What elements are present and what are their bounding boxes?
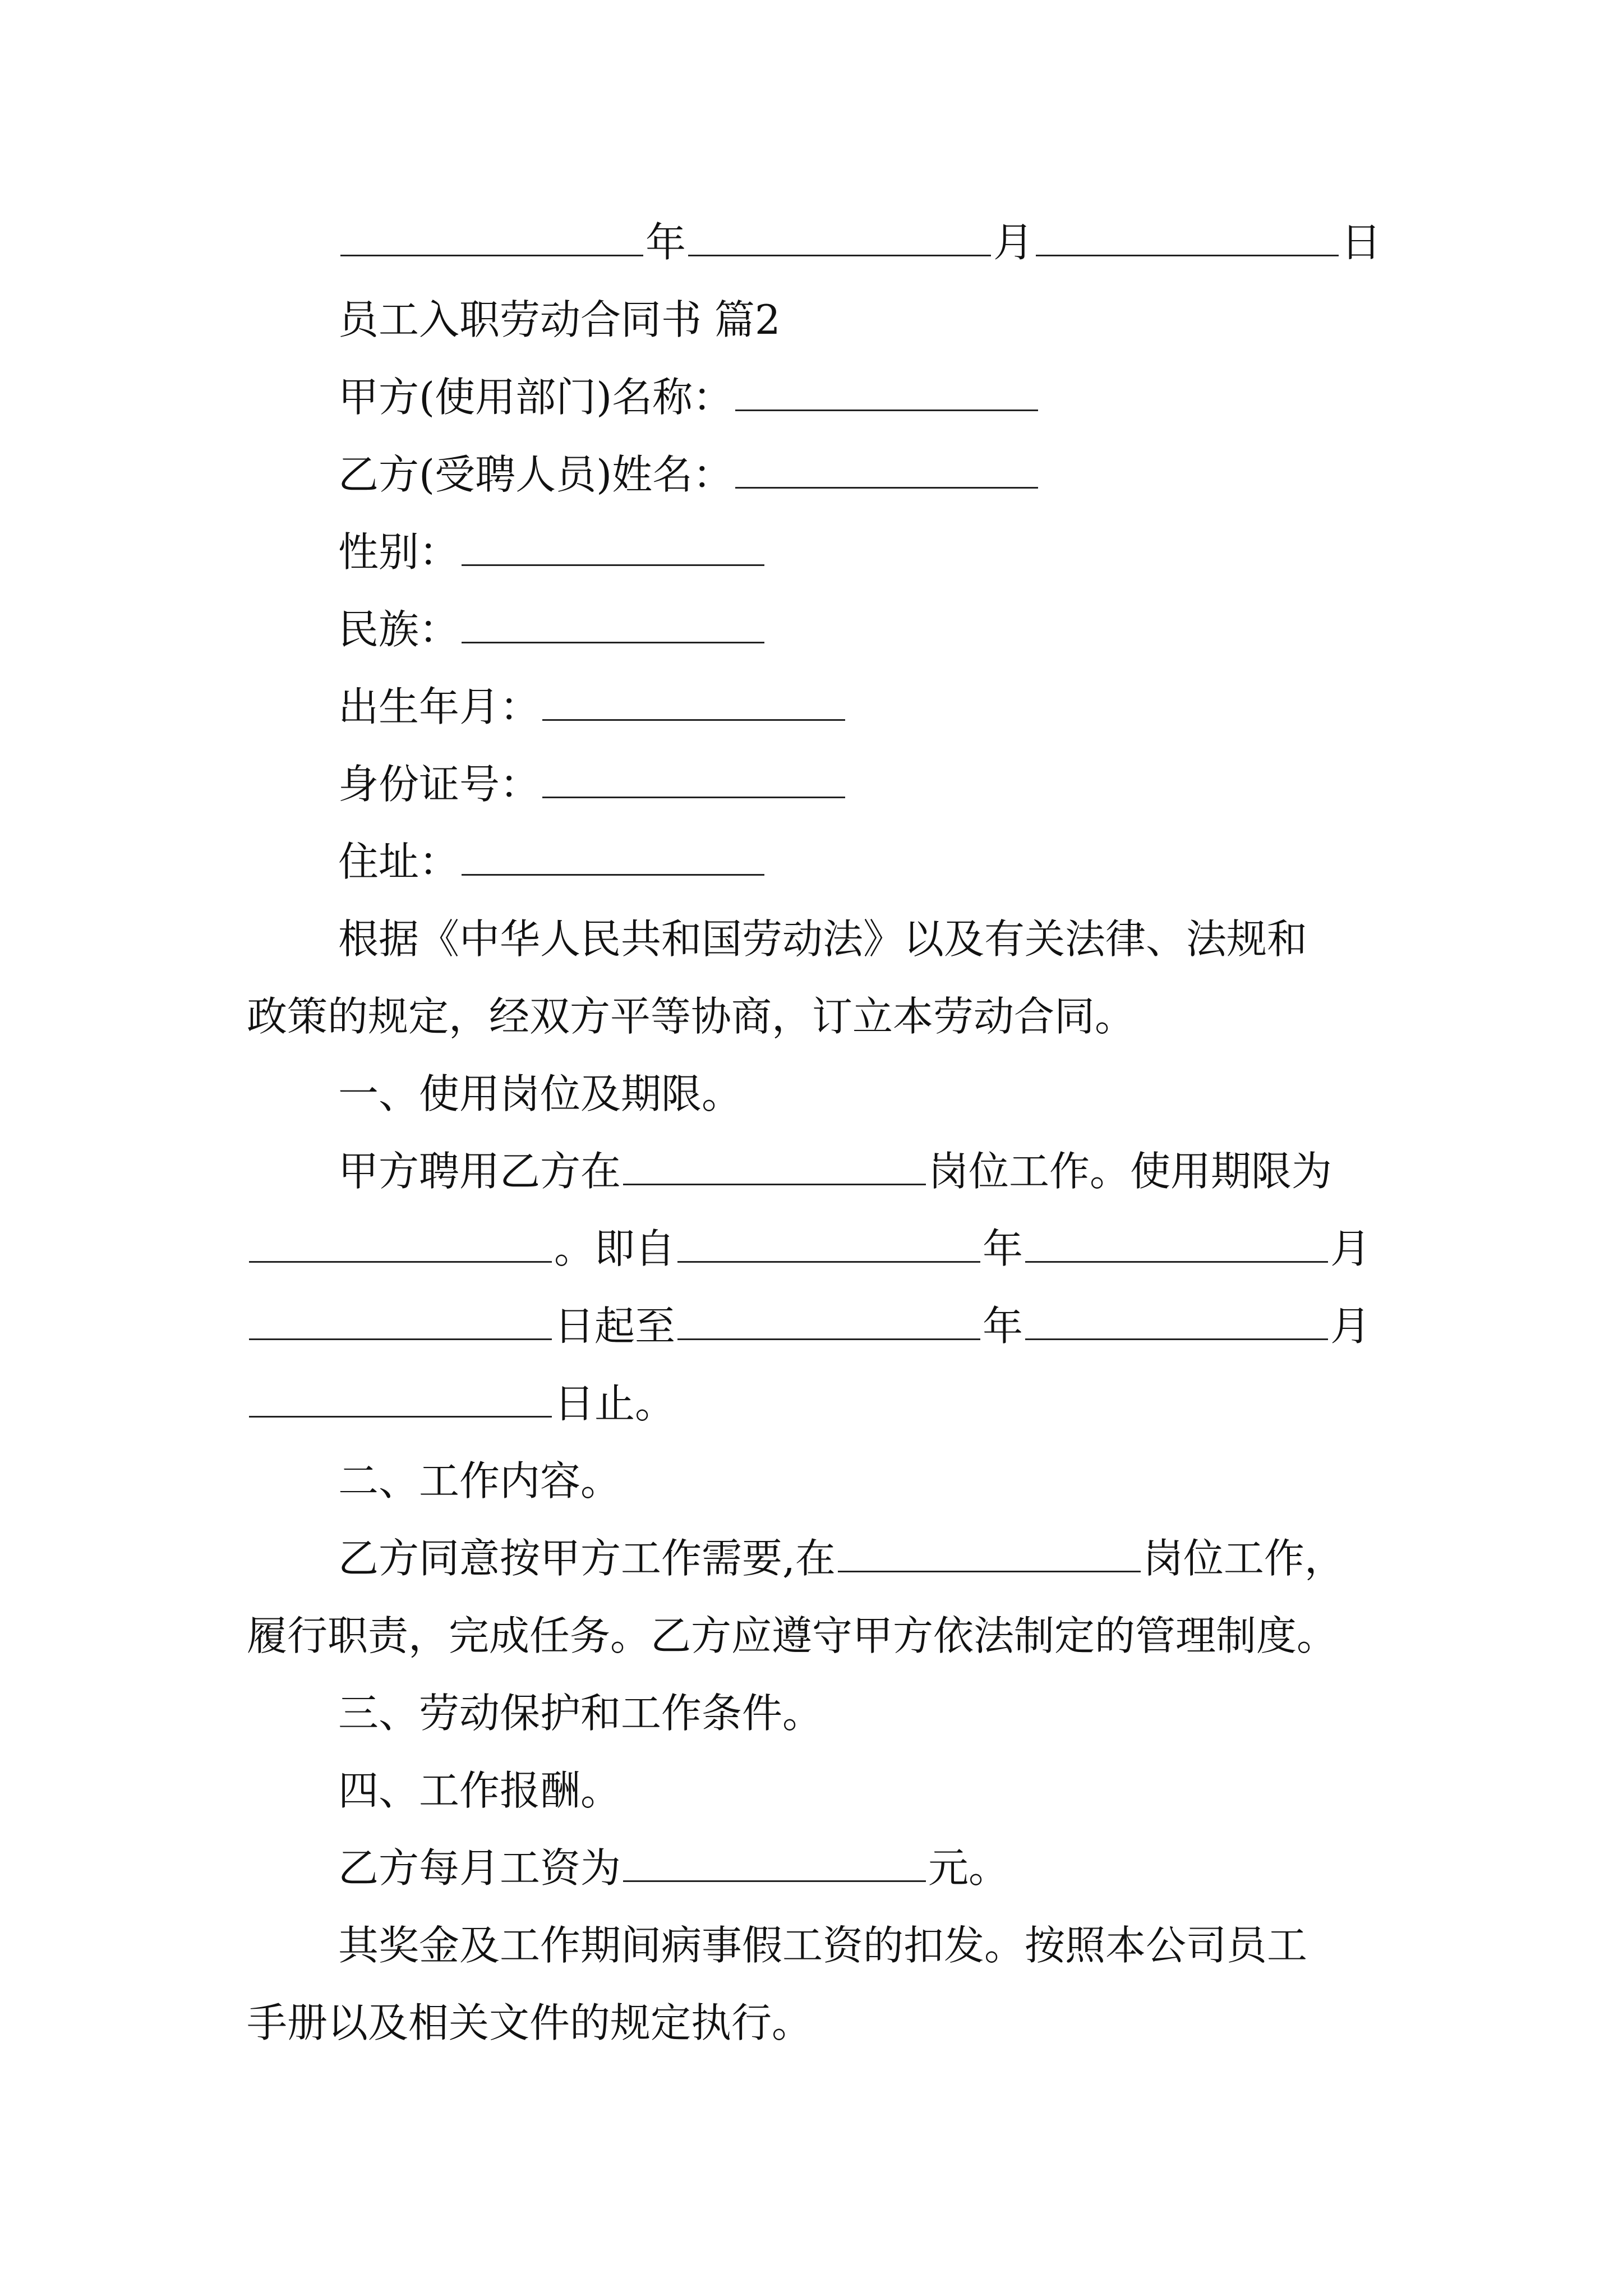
work-position-blank[interactable] <box>838 1525 1141 1572</box>
text: 日起至 <box>554 1303 676 1350</box>
day-label: 日 <box>1341 219 1382 266</box>
field-label: 性别： <box>338 528 460 576</box>
text: 日止。 <box>554 1380 676 1427</box>
section-1-heading <box>247 1060 1380 1128</box>
year-blank[interactable] <box>340 209 643 256</box>
field-ethnicity <box>247 596 1380 663</box>
section-2-line-2 <box>247 1602 1380 1669</box>
section-2-heading <box>247 1447 1380 1515</box>
id-number-blank[interactable] <box>542 751 845 798</box>
heading-text: 四、工作报酬。 <box>338 1767 621 1814</box>
intro-line-1 <box>247 905 1380 973</box>
text: 乙方每月工资为 <box>338 1844 621 1892</box>
text: 其奖金及工作期间病事假工资的扣发。按照本公司员工 <box>338 1922 1308 1969</box>
year-label: 年 <box>645 219 686 266</box>
heading-text: 三、劳动保护和工作条件。 <box>338 1690 823 1737</box>
field-gender <box>247 518 1380 586</box>
bonus-line-1 <box>247 1912 1380 1979</box>
field-label: 甲方(使用部门)名称： <box>338 374 734 421</box>
birth-date-blank[interactable] <box>542 673 845 721</box>
end-month-blank[interactable] <box>1025 1292 1328 1340</box>
heading-text: 二、工作内容。 <box>338 1457 621 1504</box>
text: 元。 <box>928 1844 1009 1892</box>
text: 乙方同意按甲方工作需要,在 <box>338 1535 836 1582</box>
text: 岗位工作。使用期限为 <box>928 1148 1332 1195</box>
section-1-line-2 <box>247 1215 1380 1282</box>
start-day-blank[interactable] <box>249 1292 552 1340</box>
ethnicity-blank[interactable] <box>462 596 764 643</box>
text: 甲方聘用乙方在 <box>338 1148 621 1195</box>
field-label: 出生年月： <box>338 683 541 730</box>
month-label: 月 <box>993 219 1034 266</box>
intro-line-2 <box>247 983 1380 1050</box>
section-4-heading <box>247 1757 1380 1824</box>
term-blank[interactable] <box>249 1215 552 1263</box>
text: 年 <box>983 1303 1023 1350</box>
section-1-line-3 <box>247 1292 1380 1360</box>
start-year-blank[interactable] <box>677 1215 980 1263</box>
salary-line <box>247 1834 1380 1902</box>
title-text: 员工入职劳动合同书 篇2 <box>338 296 781 343</box>
field-label: 乙方(受聘人员)姓名： <box>338 451 734 498</box>
end-year-blank[interactable] <box>677 1292 980 1340</box>
heading-text: 一、使用岗位及期限。 <box>338 1070 743 1117</box>
gender-blank[interactable] <box>462 518 764 566</box>
field-id-number <box>247 751 1380 818</box>
text: 月 <box>1330 1303 1371 1350</box>
section-2-line-1 <box>247 1525 1380 1592</box>
field-party-b-name <box>247 441 1380 508</box>
position-blank[interactable] <box>623 1138 926 1185</box>
party-a-name-blank[interactable] <box>735 364 1038 411</box>
text: 。即自 <box>554 1225 676 1272</box>
field-address <box>247 828 1380 895</box>
end-day-blank[interactable] <box>249 1370 552 1418</box>
start-month-blank[interactable] <box>1025 1215 1328 1263</box>
document-title <box>247 286 1380 353</box>
address-blank[interactable] <box>462 828 764 876</box>
section-1-line-4 <box>247 1370 1380 1437</box>
section-1-line-1 <box>247 1138 1380 1205</box>
date-line <box>247 209 1380 276</box>
field-party-a-name <box>247 364 1380 431</box>
salary-blank[interactable] <box>623 1834 926 1882</box>
text: 月 <box>1330 1225 1371 1272</box>
text: 岗位工作， <box>1142 1535 1345 1582</box>
intro-text-2: 政策的规定，经双方平等协商，订立本劳动合同。 <box>247 993 1136 1040</box>
day-blank[interactable] <box>1036 209 1339 256</box>
field-label: 住址： <box>338 838 460 885</box>
bonus-line-2 <box>247 1989 1380 2056</box>
party-b-name-blank[interactable] <box>735 441 1038 489</box>
intro-text-1: 根据《中华人民共和国劳动法》以及有关法律、法规和 <box>338 915 1308 963</box>
text: 履行职责，完成任务。乙方应遵守甲方依法制定的管理制度。 <box>247 1612 1338 1659</box>
field-label: 民族： <box>338 606 460 653</box>
field-birth-date <box>247 673 1380 740</box>
field-label: 身份证号： <box>338 761 541 808</box>
section-3-heading <box>247 1680 1380 1747</box>
text: 年 <box>983 1225 1023 1272</box>
text: 手册以及相关文件的规定执行。 <box>247 1999 813 2046</box>
month-blank[interactable] <box>688 209 991 256</box>
